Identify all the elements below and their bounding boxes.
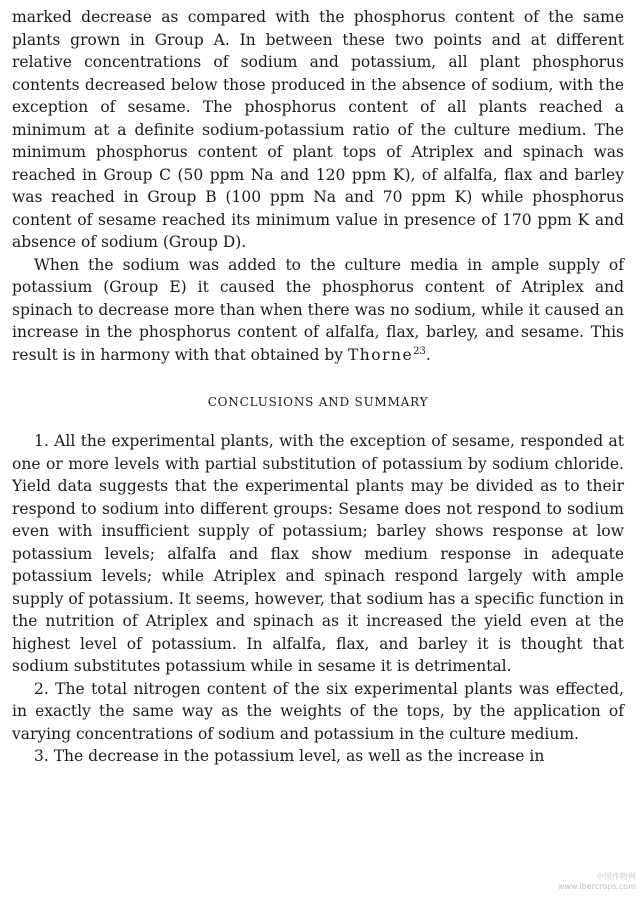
paragraph-sodium-text: When the sodium was added to the culture media in ample supply of potassium (Group E) it caused the phosphorus content of Atriplex and spinach to decrease more than when there was no sodium, while it caused an increase in the phosphorus content of alfalfa, flax, barley, and sesame. This result is in harmony with that obtained by: [12, 255, 624, 364]
conclusion-item-3: 3. The decrease in the potassium level, as well as the increase in: [34, 747, 545, 765]
sentence-end: .: [425, 345, 431, 364]
conclusion-item-1: 1. All the experimental plants, with the exception of sesame, responded at one or more levels with partial substitution of potassium by sodium chloride. Yield data suggests that the experimental plants may be divided as to their respond to sodium into different groups: Sesame does not respond to sodium even with insufficient supply of potassium; barley shows response at low potassium levels; alfalfa and flax show medium response in adequate potassium levels; while Atriplex and spinach respond largely with ample supply of potassium. It seems, however, that sodium has a specific function in the nutrition of Atriplex and spinach as it increased the yield even at the highest level of potassium. In alfalfa, flax, and barley it is thought that sodium substitutes potassium while in sesame it is detrimental.: [12, 432, 624, 675]
watermark-line-1: 中国作物网: [596, 872, 636, 881]
author-citation: Thorne: [347, 345, 414, 364]
watermark: [558, 872, 636, 892]
watermark-line-2: www.ibercrops.com: [557, 882, 636, 891]
section-heading: CONCLUSIONS AND SUMMARY: [207, 395, 429, 409]
reference-number: 23: [413, 345, 426, 357]
conclusion-item-2: 2. The total nitrogen content of the six experimental plants was effected, in exactly the same way as the weights of the tops, by the application of varying concentrations of sodium and potassium in the culture medium.: [12, 679, 624, 743]
paragraph-sodium-ample-potassium: [12, 254, 624, 367]
paragraph-phosphorus-results: marked decrease as compared with the phosphorus content of the same plants grown in Group A. In between these two points and at different relative concentrations of sodium and potassium, all plant phosphorus contents decreased below those produced in the absence of sodium, with the exception of sesame. The phosphorus content of all plants reached a minimum at a definite sodium-potassium ratio of the culture medium. The minimum phosphorus content of plant tops of Atriplex and spinach was reached in Group C (50 ppm Na and 120 ppm K), of alfalfa, flax and barley was reached in Group B (100 ppm Na and 70 ppm K) while phosphorus content of sesame reached its minimum value in presence of 170 ppm K and absence of sodium (Group D).: [12, 8, 624, 251]
page-body: [12, 6, 624, 768]
